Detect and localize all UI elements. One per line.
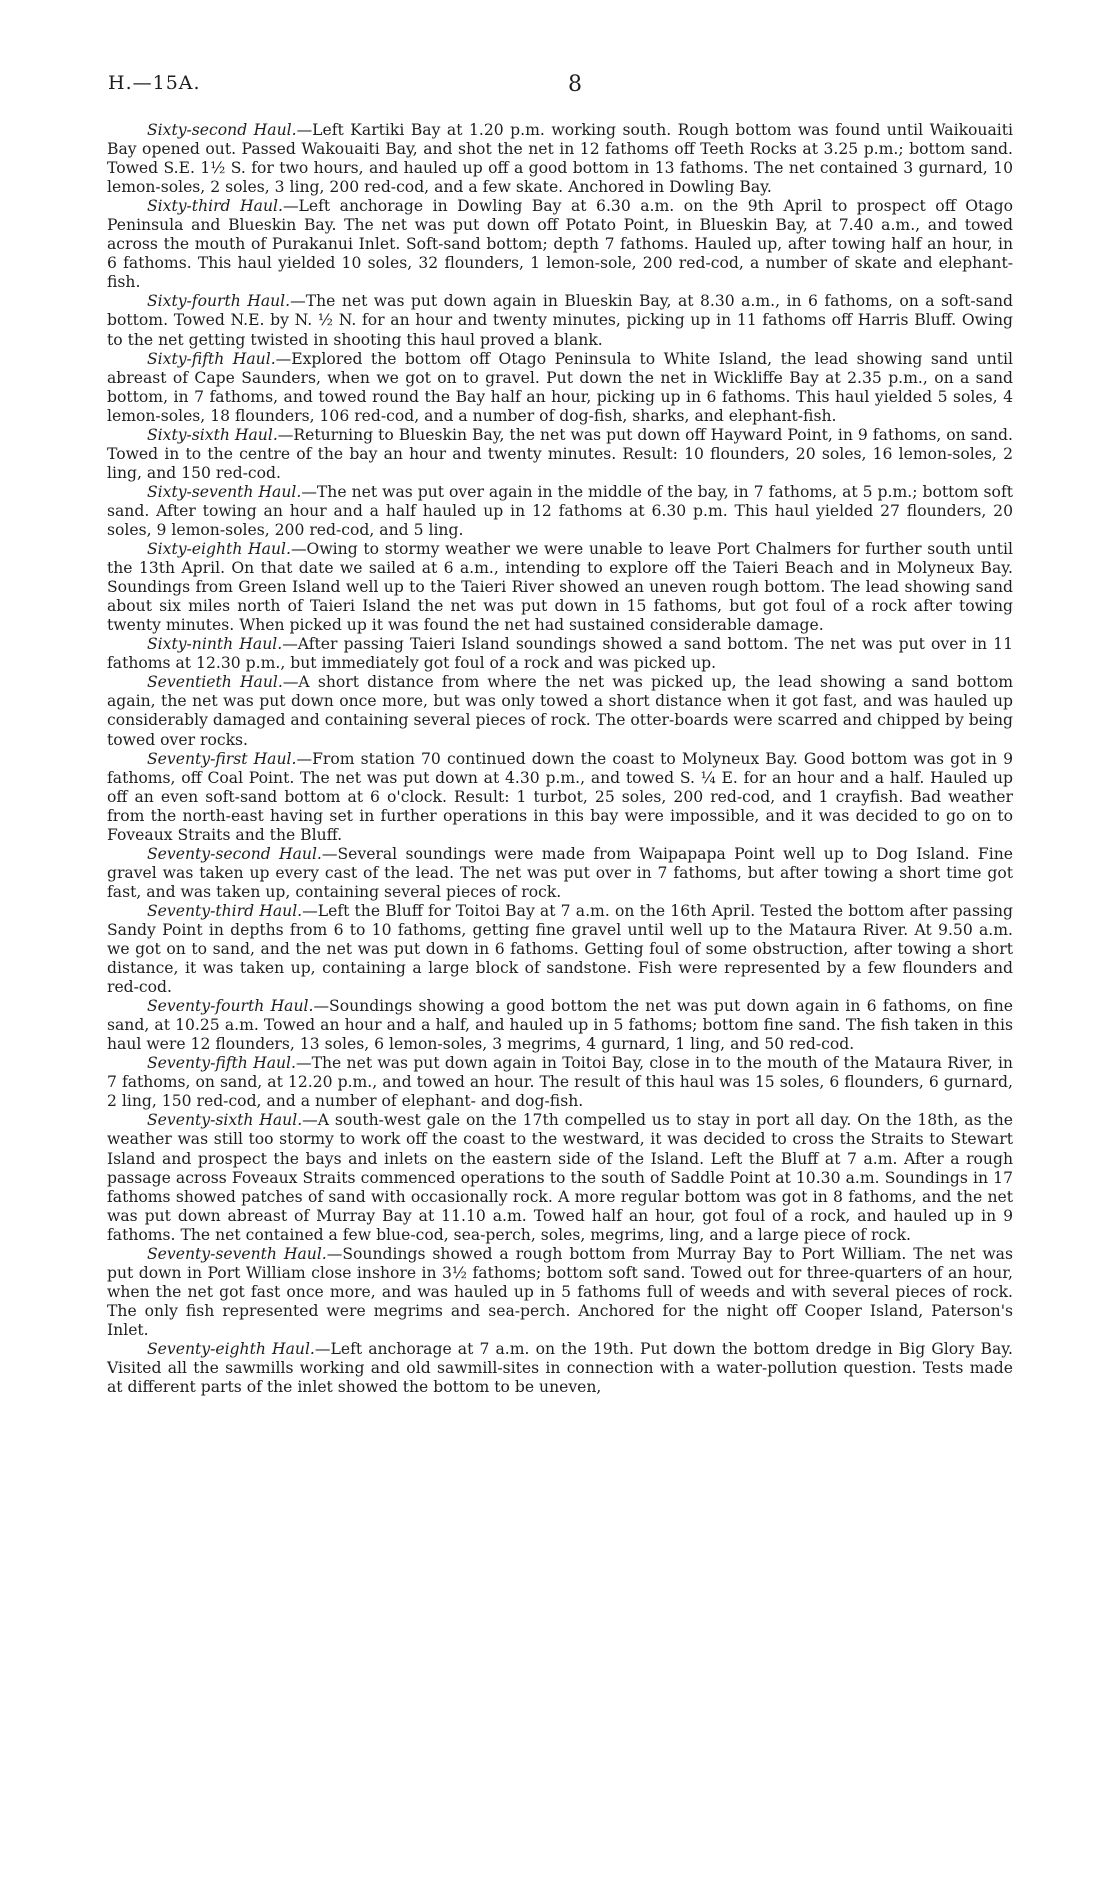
page-number: 8 xyxy=(568,72,582,97)
haul-title: Seventy-fourth Haul. xyxy=(147,997,314,1016)
haul-text: —Left Kartiki Bay at 1.20 p.m. working south. Rough bottom was found until Waikouaiti Bay opened out. Passed Wakouaiti Bay, and shot the net in 12 fathoms off Teeth Rocks at 3.25 p.m.; bottom sand. Towed S.E. 1½ S. for two hours, and hauled up off a good bottom in 13 fathoms. The net contained 3 gurnard, 10 lemon-soles, 2 soles, 3 ling, 200 red-cod, and a few skate. Anchored in Dowling Bay. xyxy=(107,121,1013,197)
haul-paragraph xyxy=(107,540,1013,635)
haul-title: Sixty-ninth Haul. xyxy=(147,635,283,654)
haul-paragraph xyxy=(107,997,1013,1054)
haul-paragraph xyxy=(107,483,1013,540)
haul-paragraph xyxy=(107,845,1013,902)
haul-paragraph xyxy=(107,673,1013,749)
haul-title: Sixty-fifth Haul. xyxy=(147,349,276,368)
haul-text: —A short distance from where the net was picked up, the lead showing a sand bottom again, the net was put down once more, but was only towed a short distance when it got fast, and was hauled up considerably damaged and containing several pieces of rock. The otter-boards were scarred and chipped by being towed over rocks. xyxy=(107,673,1013,749)
haul-paragraph xyxy=(107,1340,1013,1397)
haul-title: Sixty-sixth Haul. xyxy=(147,425,278,444)
haul-title: Sixty-seventh Haul. xyxy=(147,482,302,501)
haul-paragraph xyxy=(107,635,1013,673)
haul-paragraph xyxy=(107,197,1013,292)
haul-paragraph xyxy=(107,121,1013,197)
haul-title: Sixty-third Haul. xyxy=(147,197,283,216)
haul-text: —Soundings showing a good bottom the net was put down again in 6 fathoms, on fine sand, at 10.25 a.m. Towed an hour and a half, and hauled up in 5 fathoms; bottom fine sand. The fish taken in this haul were 12 flounders, 13 soles, 6 lemon-soles, 3 megrims, 4 gurnard, 1 ling, and 50 red-cod. xyxy=(107,997,1013,1054)
haul-paragraph xyxy=(107,750,1013,845)
haul-text: —The net was put over again in the middle of the bay, in 7 fathoms, at 5 p.m.; bottom soft sand. After towing an hour and a half hauled up in 12 fathoms at 6.30 p.m. This haul yielded 27 flounders, 20 soles, 9 lemon-soles, 200 red-cod, and 5 ling. xyxy=(107,482,1013,539)
haul-text: —After passing Taieri Island soundings showed a sand bottom. The net was put over in 11 fathoms at 12.30 p.m., but immediately got foul of a rock and was picked up. xyxy=(107,635,1013,673)
haul-paragraph xyxy=(107,292,1013,349)
haul-title: Sixty-second Haul. xyxy=(147,121,297,139)
haul-paragraph xyxy=(107,902,1013,997)
haul-text: —A south-west gale on the 17th compelled us to stay in port all day. On the 18th, as the weather was still too stormy to work off the coast to the westward, it was decided to cross the Straits to Stewart Island and prospect the bays and inlets on the eastern side of the Island. Left the Bluff at 7 a.m. After a rough passage across Foveaux Straits commenced operations to the south of Saddle Point at 10.30 a.m. Soundings in 17 fathoms showed patches of sand with occasionally rock. A more regular bottom was got in 8 fathoms, and the net was put down abreast of Murray Bay at 11.10 a.m. Towed half an hour, got foul of a rock, and hauled up in 9 fathoms. The net contained a few blue-cod, sea-perch, soles, megrims, ling, and a large piece of rock. xyxy=(107,1111,1013,1244)
haul-title: Seventieth Haul. xyxy=(147,673,283,692)
report-body xyxy=(107,121,1013,1397)
haul-title: Seventy-eighth Haul. xyxy=(147,1340,315,1358)
haul-text: —Owing to stormy weather we were unable to leave Port Chalmers for further south until the 13th April. On that date we sailed at 6 a.m., intending to explore off the Taieri Beach and in Molyneux Bay. Soundings from Green Island well up to the Taieri River showed an uneven rough bottom. The lead showing sand about six miles north of Taieri Island the net was put down in 15 fathoms, but got foul of a rock after towing twenty minutes. When picked up it was found the net had sustained considerable damage. xyxy=(107,540,1014,635)
haul-title: Sixty-eighth Haul. xyxy=(147,540,291,559)
haul-text: —Explored the bottom off Otago Peninsula to White Island, the lead showing sand until abreast of Cape Saunders, when we got on to gravel. Put down the net in Wickliffe Bay at 2.35 p.m., on a sand bottom, in 7 fathoms, and towed round the Bay half an hour, picking up in 6 fathoms. This haul yielded 5 soles, 4 lemon-soles, 18 flounders, 106 red-cod, and a number of dog-fish, sharks, and elephant-fish. xyxy=(107,349,1013,425)
haul-text: —Left anchorage in Dowling Bay at 6.30 a.m. on the 9th April to prospect off Otago Peninsula and Blueskin Bay. The net was put down off Potato Point, in Blueskin Bay, at 7.40 a.m., and towed across the mouth of Purakanui Inlet. Soft-sand bottom; depth 7 fathoms. Hauled up, after towing half an hour, in 6 fathoms. This haul yielded 10 soles, 32 flounders, 1 lemon-sole, 200 red-cod, a number of skate and elephant-fish. xyxy=(107,197,1013,292)
haul-title: Seventy-seventh Haul. xyxy=(147,1244,327,1263)
haul-paragraph xyxy=(107,350,1013,426)
haul-text: —Returning to Blueskin Bay, the net was put down off Hayward Point, in 9 fathoms, on sand. Towed in to the centre of the bay an hour and twenty minutes. Result: 10 flounders, 20 soles, 16 lemon-soles, 2 ling, and 150 red-cod. xyxy=(107,425,1013,482)
haul-title: Seventy-fifth Haul. xyxy=(147,1054,296,1073)
haul-text: —The net was put down again in Toitoi Bay, close in to the mouth of the Mataura River, in 7 fathoms, on sand, at 12.20 p.m., and towed an hour. The result of this haul was 15 soles, 6 flounders, 6 gurnard, 2 ling, 150 red-cod, and a number of elephant- and dog-fish. xyxy=(107,1054,1013,1111)
haul-paragraph xyxy=(107,1245,1013,1340)
haul-text: —Left the Bluff for Toitoi Bay at 7 a.m. on the 16th April. Tested the bottom after passing Sandy Point in depths from 6 to 10 fathoms, getting fine gravel until well up to the Mataura River. At 9.50 a.m. we got on to sand, and the net was put down in 6 fathoms. Getting foul of some obstruction, after towing a short distance, it was taken up, containing a large block of sandstone. Fish were represented by a few flounders and red-cod. xyxy=(107,901,1013,997)
haul-paragraph xyxy=(107,1111,1013,1244)
document-reference: H.—15A. xyxy=(108,72,201,94)
haul-text: —The net was put down again in Blueskin Bay, at 8.30 a.m., in 6 fathoms, on a soft-sand bottom. Towed N.E. by N. ½ N. for an hour and twenty minutes, picking up in 11 fathoms off Harris Bluff. Owing to the net getting twisted in shooting this haul proved a blank. xyxy=(107,292,1013,349)
haul-title: Seventy-sixth Haul. xyxy=(147,1111,303,1130)
haul-paragraph xyxy=(107,426,1013,483)
haul-text: —Soundings showed a rough bottom from Murray Bay to Port William. The net was put down in Port William close inshore in 3½ fathoms; bottom soft sand. Towed out for three-quarters of an hour, when the net got fast once more, and was hauled up in 5 fathoms full of weeds and with several pieces of rock. The only fish represented were megrims and sea-perch. Anchored for the night off Cooper Island, Paterson's Inlet. xyxy=(107,1244,1013,1339)
haul-title: Sixty-fourth Haul. xyxy=(147,292,291,311)
haul-title: Seventy-first Haul. xyxy=(147,749,297,768)
haul-paragraph xyxy=(107,1054,1013,1111)
page-header xyxy=(108,72,1008,102)
haul-title: Seventy-second Haul. xyxy=(147,844,322,863)
haul-text: —Left anchorage at 7 a.m. on the 19th. Put down the bottom dredge in Big Glory Bay. Visited all the sawmills working and old sawmill-sites in connection with a water-pollution question. Tests made at different parts of the inlet showed the bottom to be uneven, xyxy=(107,1340,1013,1397)
haul-text: —Several soundings were made from Waipapapa Point well up to Dog Island. Fine gravel was taken up every cast of the lead. The net was put over in 7 fathoms, but after towing a short time got fast, and was taken up, containing several pieces of rock. xyxy=(107,844,1013,901)
haul-title: Seventy-third Haul. xyxy=(147,901,303,920)
haul-text: —From station 70 continued down the coast to Molyneux Bay. Good bottom was got in 9 fathoms, off Coal Point. The net was put down at 4.30 p.m., and towed S. ¼ E. for an hour and a half. Hauled up off an even soft-sand bottom at 6 o'clock. Result: 1 turbot, 25 soles, 200 red-cod, and 1 crayfish. Bad weather from the north-east having set in further operations in this bay were impossible, and it was decided to go on to Foveaux Straits and the Bluff. xyxy=(107,749,1013,844)
